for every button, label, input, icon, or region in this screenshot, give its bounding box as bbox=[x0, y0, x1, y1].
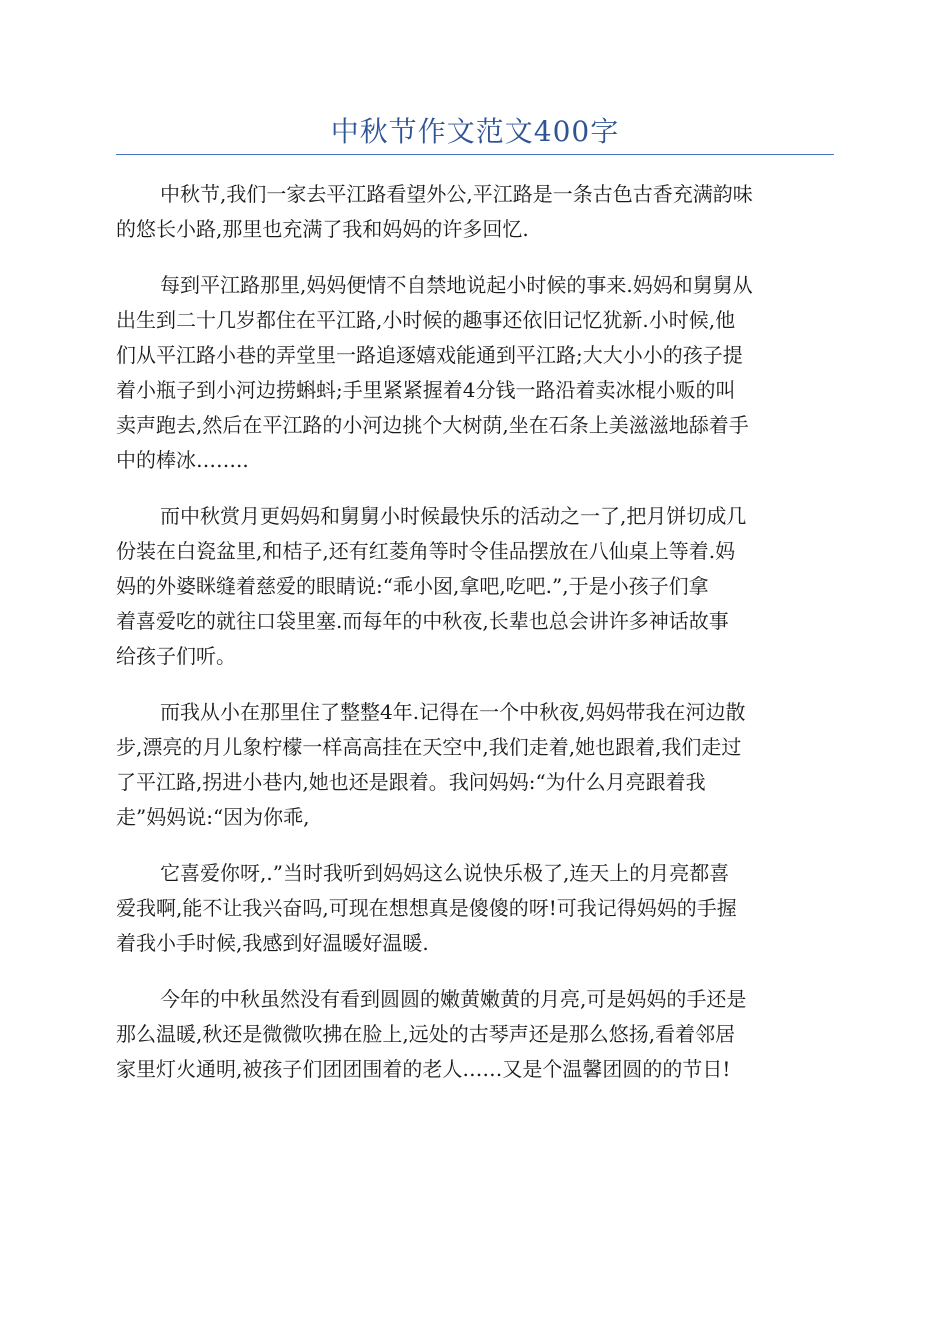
paragraph-line: 那么温暖,秋还是微微吹拂在脸上,远处的古琴声还是那么悠扬,看着邻居 bbox=[116, 1022, 736, 1046]
paragraph-line: 着小瓶子到小河边捞蝌蚪;手里紧紧握着4分钱一路沿着卖冰棍小贩的叫 bbox=[116, 378, 736, 402]
paragraph-line: 给孩子们听。 bbox=[116, 644, 236, 668]
paragraph-line: 中的棒冰…….. bbox=[116, 448, 249, 472]
paragraph-line: 走”妈妈说:“因为你乖, bbox=[116, 805, 310, 829]
paragraph-3 bbox=[116, 499, 834, 674]
paragraph-line: 了平江路,拐进小巷内,她也还是跟着。我问妈妈:“为什么月亮跟着我 bbox=[116, 770, 706, 794]
paragraph-line: 份装在白瓷盆里,和桔子,还有红菱角等时令佳品摆放在八仙桌上等着.妈 bbox=[116, 539, 736, 563]
paragraph-line: 每到平江路那里,妈妈便情不自禁地说起小时候的事来.妈妈和舅舅从 bbox=[160, 273, 753, 297]
paragraph-6 bbox=[116, 982, 834, 1087]
paragraph-line: 家里灯火通明,被孩子们团团围着的老人……又是个温馨团圆的的节日! bbox=[116, 1057, 731, 1081]
document-title: 中秋节作文范文400字 bbox=[330, 115, 620, 148]
document-body bbox=[116, 177, 834, 1108]
paragraph-line: 今年的中秋虽然没有看到圆圆的嫩黄嫩黄的月亮,可是妈妈的手还是 bbox=[160, 987, 747, 1011]
paragraph-line: 出生到二十几岁都住在平江路,小时候的趣事还依旧记忆犹新.小时候,他 bbox=[116, 308, 736, 332]
paragraph-line: 而中秋赏月更妈妈和舅舅小时候最快乐的活动之一了,把月饼切成几 bbox=[160, 504, 747, 528]
paragraph-line: 们从平江路小巷的弄堂里一路追逐嬉戏能通到平江路;大大小小的孩子提 bbox=[116, 343, 743, 367]
paragraph-line: 着喜爱吃的就往口袋里塞.而每年的中秋夜,长辈也总会讲许多神话故事 bbox=[116, 609, 729, 633]
title-underline bbox=[116, 154, 834, 155]
paragraph-2 bbox=[116, 268, 834, 478]
paragraph-line: 而我从小在那里住了整整4年.记得在一个中秋夜,妈妈带我在河边散 bbox=[160, 700, 746, 724]
paragraph-line: 卖声跑去,然后在平江路的小河边挑个大树荫,坐在石条上美滋滋地舔着手 bbox=[116, 413, 749, 437]
paragraph-line: 步,漂亮的月儿象柠檬一样高高挂在天空中,我们走着,她也跟着,我们走过 bbox=[116, 735, 742, 759]
paragraph-line: 妈的外婆眯缝着慈爱的眼睛说:“乖小囡,拿吧,吃吧.”,于是小孩子们拿 bbox=[116, 574, 709, 598]
paragraph-line: 着我小手时候,我感到好温暖好温暖. bbox=[116, 931, 429, 955]
paragraph-line: 的悠长小路,那里也充满了我和妈妈的许多回忆. bbox=[116, 217, 529, 241]
paragraph-1 bbox=[116, 177, 834, 247]
paragraph-line: 它喜爱你呀,.”当时我听到妈妈这么说快乐极了,连天上的月亮都喜 bbox=[160, 861, 730, 885]
paragraph-line: 中秋节,我们一家去平江路看望外公,平江路是一条古色古香充满韵味 bbox=[160, 182, 753, 206]
paragraph-line: 爱我啊,能不让我兴奋吗,可现在想想真是傻傻的呀!可我记得妈妈的手握 bbox=[116, 896, 737, 920]
paragraph-4 bbox=[116, 695, 834, 835]
paragraph-5 bbox=[116, 856, 834, 961]
